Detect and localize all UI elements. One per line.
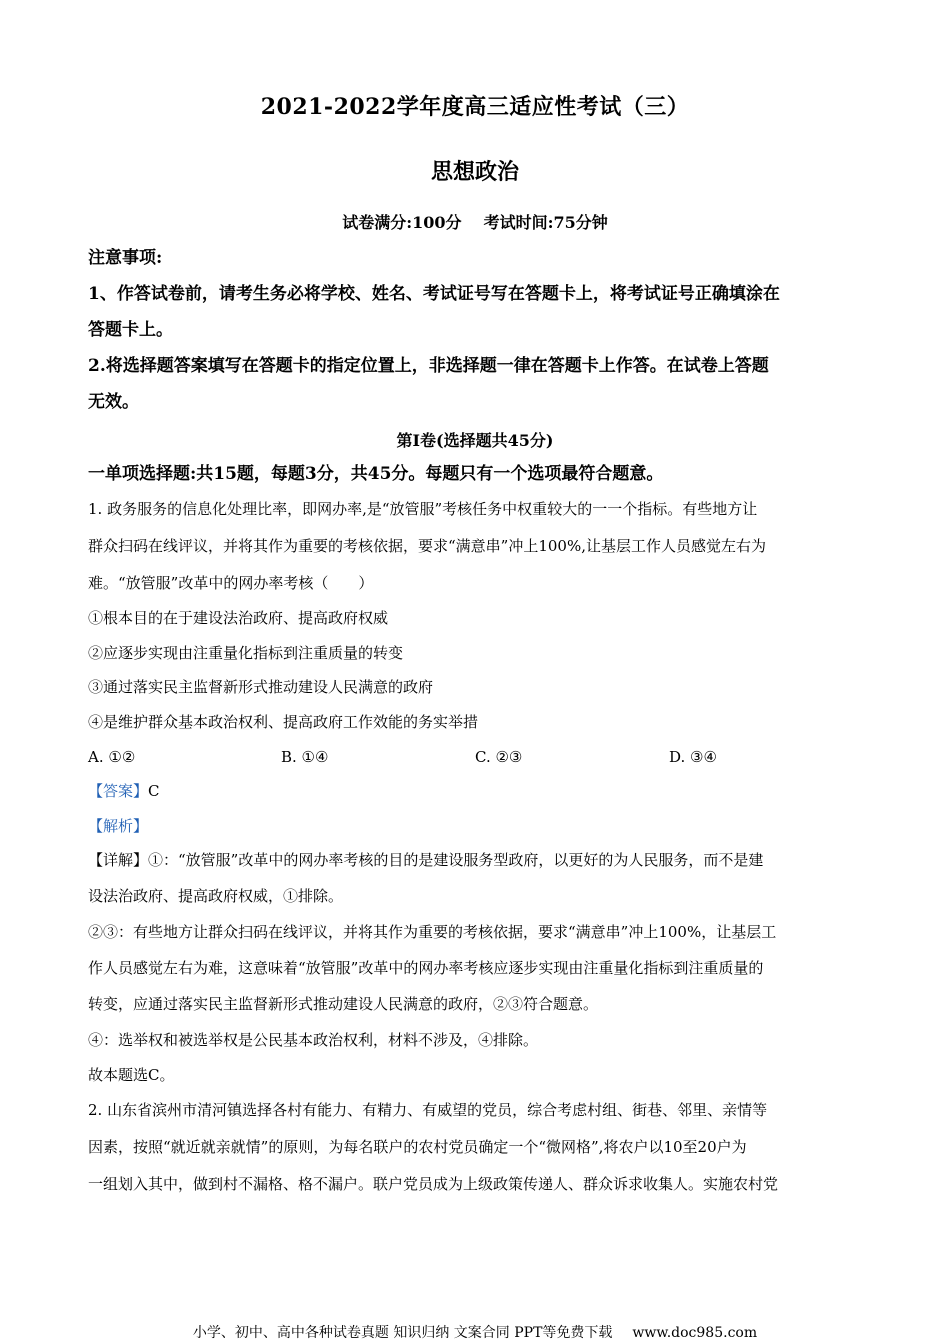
q2-line-1: 2. 山东省滨州市清河镇选择各村有能力、有精力、有威望的党员，综合考虑村组、街巷、邻里、亲情等 xyxy=(88,1101,768,1119)
page-footer xyxy=(0,1322,950,1342)
q1-detail-line-3: ②③：有些地方让群众扫码在线评议，并将其作为重要的考核依据，要求“满意串”冲上100%，让基层工 xyxy=(88,923,777,941)
answer-value: C xyxy=(148,782,160,800)
q1-stem-line-2: 群众扫码在线评议，并将其作为重要的考核依据，要求“满意串”冲上100%,让基层工作人员感觉左右为 xyxy=(88,537,766,555)
section-instruction: 一单项选择题:共15题，每题3分，共45分。每题只有一个选项最符合题意。 xyxy=(88,464,664,484)
note-1-line-1: 1、作答试卷前，请考生务必将学校、姓名、考试证号写在答题卡上，将考试证号正确填涂在 xyxy=(88,284,780,304)
q1-detail-line-4: 作人员感觉左右为难，这意味着“放管服”改革中的网办率考核应逐步实现由注重量化指标到注重质量的 xyxy=(88,959,764,977)
q1-statement-4: ④是维护群众基本政治权利、提高政府工作效能的务实举措 xyxy=(88,713,479,731)
q1-option-d: D. ③④ xyxy=(669,748,717,766)
footer-text: 小学、初中、高中各种试卷真题 知识归纳 文案合同 PPT等免费下载 xyxy=(192,1325,613,1341)
note-1-line-2: 答题卡上。 xyxy=(88,320,173,340)
q1-option-b: B. ①④ xyxy=(281,748,329,766)
section-title: 第Ⅰ卷(选择题共45分) xyxy=(396,431,554,450)
q1-detail-line-6: ④：选举权和被选举权是公民基本政治权利，材料不涉及，④排除。 xyxy=(88,1031,539,1049)
footer-url[interactable]: www.doc985.com xyxy=(632,1325,758,1341)
note-2-line-1: 2.将选择题答案填写在答题卡的指定位置上，非选择题一律在答题卡上作答。在试卷上答题 xyxy=(88,356,769,376)
note-2-line-2: 无效。 xyxy=(88,392,139,412)
q1-stem-line-3: 难。“放管服”改革中的网办率考核（ ） xyxy=(88,574,374,592)
q1-statement-1: ①根本目的在于建设法治政府、提高政府权威 xyxy=(88,609,389,627)
exam-time: 考试时间:75分钟 xyxy=(483,213,608,232)
subject-title: 思想政治 xyxy=(430,159,519,185)
q1-option-a: A. ①② xyxy=(88,748,136,766)
q1-statement-3: ③通过落实民主监督新形式推动建设人民满意的政府 xyxy=(88,678,434,696)
q1-answer xyxy=(88,774,868,809)
exam-title: 2021-2022学年度高三适应性考试（三） xyxy=(260,94,690,120)
q2-line-2: 因素，按照“就近就亲就情”的原则，为每名联户的农村党员确定一个“微网格”,将农户以10至20户为 xyxy=(88,1138,747,1156)
q1-statement-2: ②应逐步实现由注重量化指标到注重质量的转变 xyxy=(88,644,404,662)
notes-heading: 注意事项: xyxy=(88,248,163,268)
exam-meta xyxy=(0,210,950,233)
q1-option-c: C. ②③ xyxy=(475,748,523,766)
q1-detail-line-2: 设法治政府、提高政府权威，①排除。 xyxy=(88,887,344,905)
full-score: 试卷满分:100分 xyxy=(342,213,462,232)
q1-conclusion: 故本题选C。 xyxy=(88,1066,175,1084)
answer-label: 【答案】 xyxy=(88,782,149,800)
q2-line-3: 一组划入其中，做到村不漏格、格不漏户。联户党员成为上级政策传递人、群众诉求收集人。实施农村党 xyxy=(88,1175,779,1193)
q1-detail-line-1: 【详解】①：“放管服”改革中的网办率考核的目的是建设服务型政府，以更好的为人民服务，而不是建 xyxy=(88,851,764,869)
q1-detail-line-5: 转变，应通过落实民主监督新形式推动建设人民满意的政府，②③符合题意。 xyxy=(88,995,599,1013)
analysis-label: 【解析】 xyxy=(88,817,149,835)
q1-stem-line-1: 1. 政务服务的信息化处理比率，即网办率,是“放管服”考核任务中权重较大的一一个指标。有些地方让 xyxy=(88,500,758,518)
